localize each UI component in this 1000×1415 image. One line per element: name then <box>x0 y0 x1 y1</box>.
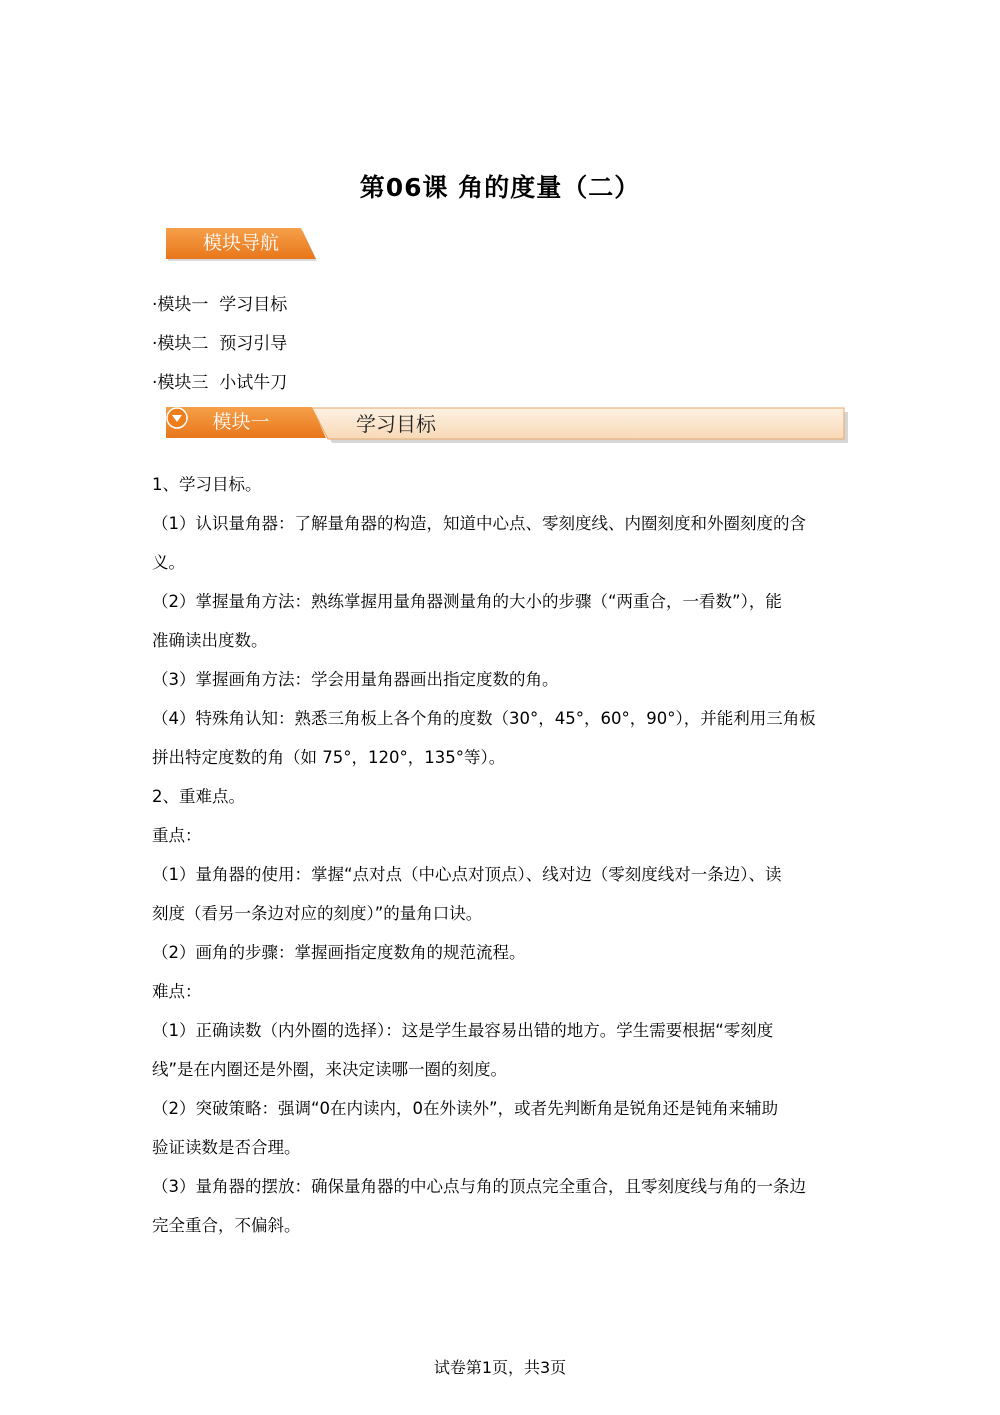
content-line: （3）掌握画角方法：学会用量角器画出指定度数的角。 <box>152 670 559 689</box>
content-line: 义。 <box>152 553 185 572</box>
content-line: （3）量角器的摆放：确保量角器的中心点与角的顶点完全重合，且零刻度线与角的一条边 <box>152 1177 806 1196</box>
content-line: 2、重难点。 <box>152 787 245 806</box>
content-line: （2）突破策略：强调“0在内读内，0在外读外”，或者先判断角是锐角还是钝角来辅助 <box>152 1099 779 1118</box>
content-line: 线”是在内圈还是外圈，来决定读哪一圈的刻度。 <box>152 1060 508 1079</box>
page-footer: 试卷第1页，共3页 <box>433 1358 567 1377</box>
content-line: 1、学习目标。 <box>152 475 262 494</box>
navigation-item[interactable]: ·模块一 学习目标 <box>152 295 288 315</box>
content-line: 准确读出度数。 <box>152 631 268 650</box>
content-line: （2）掌握量角方法：熟练掌握用量角器测量角的大小的步骤（“两重合，一看数”），能 <box>152 592 782 611</box>
content-line: 刻度（看另一条边对应的刻度）”的量角口诀。 <box>152 904 483 923</box>
navigation-list <box>152 292 287 409</box>
content-line: 验证读数是否合理。 <box>152 1138 301 1157</box>
page-title: 第06课 角的度量（二） <box>359 173 641 202</box>
navigation-item[interactable]: ·模块二 预习引导 <box>152 334 288 354</box>
content-line: 完全重合，不偏斜。 <box>152 1216 301 1235</box>
navigation-item[interactable]: ·模块三 小试牛刀 <box>152 373 288 393</box>
content-line: 拼出特定度数的角（如 75°，120°，135°等）。 <box>152 748 506 767</box>
learning-objectives-content <box>152 471 850 1251</box>
content-line: （1）正确读数（内外圈的选择）：这是学生最容易出错的地方。学生需要根据“零刻度 <box>152 1021 774 1040</box>
content-line: （4）特殊角认知：熟悉三角板上各个角的度数（30°，45°，60°，90°），并能利用三角板 <box>152 709 816 728</box>
module-navigation-banner <box>166 228 318 261</box>
chevron-down-icon[interactable] <box>166 407 188 429</box>
navigation-banner-label: 模块导航 <box>202 232 279 254</box>
module-title: 学习目标 <box>356 412 436 436</box>
content-line: （2）画角的步骤：掌握画指定度数角的规范流程。 <box>152 943 526 962</box>
content-line: 重点： <box>152 826 202 845</box>
module-label: 模块一 <box>212 411 270 433</box>
module-one-banner <box>166 407 848 443</box>
content-line: 难点： <box>152 982 202 1001</box>
content-line: （1）量角器的使用：掌握“点对点（中心点对顶点）、线对边（零刻度线对一条边）、读 <box>152 865 782 884</box>
content-line: （1）认识量角器：了解量角器的构造，知道中心点、零刻度线、内圈刻度和外圈刻度的含 <box>152 514 806 533</box>
